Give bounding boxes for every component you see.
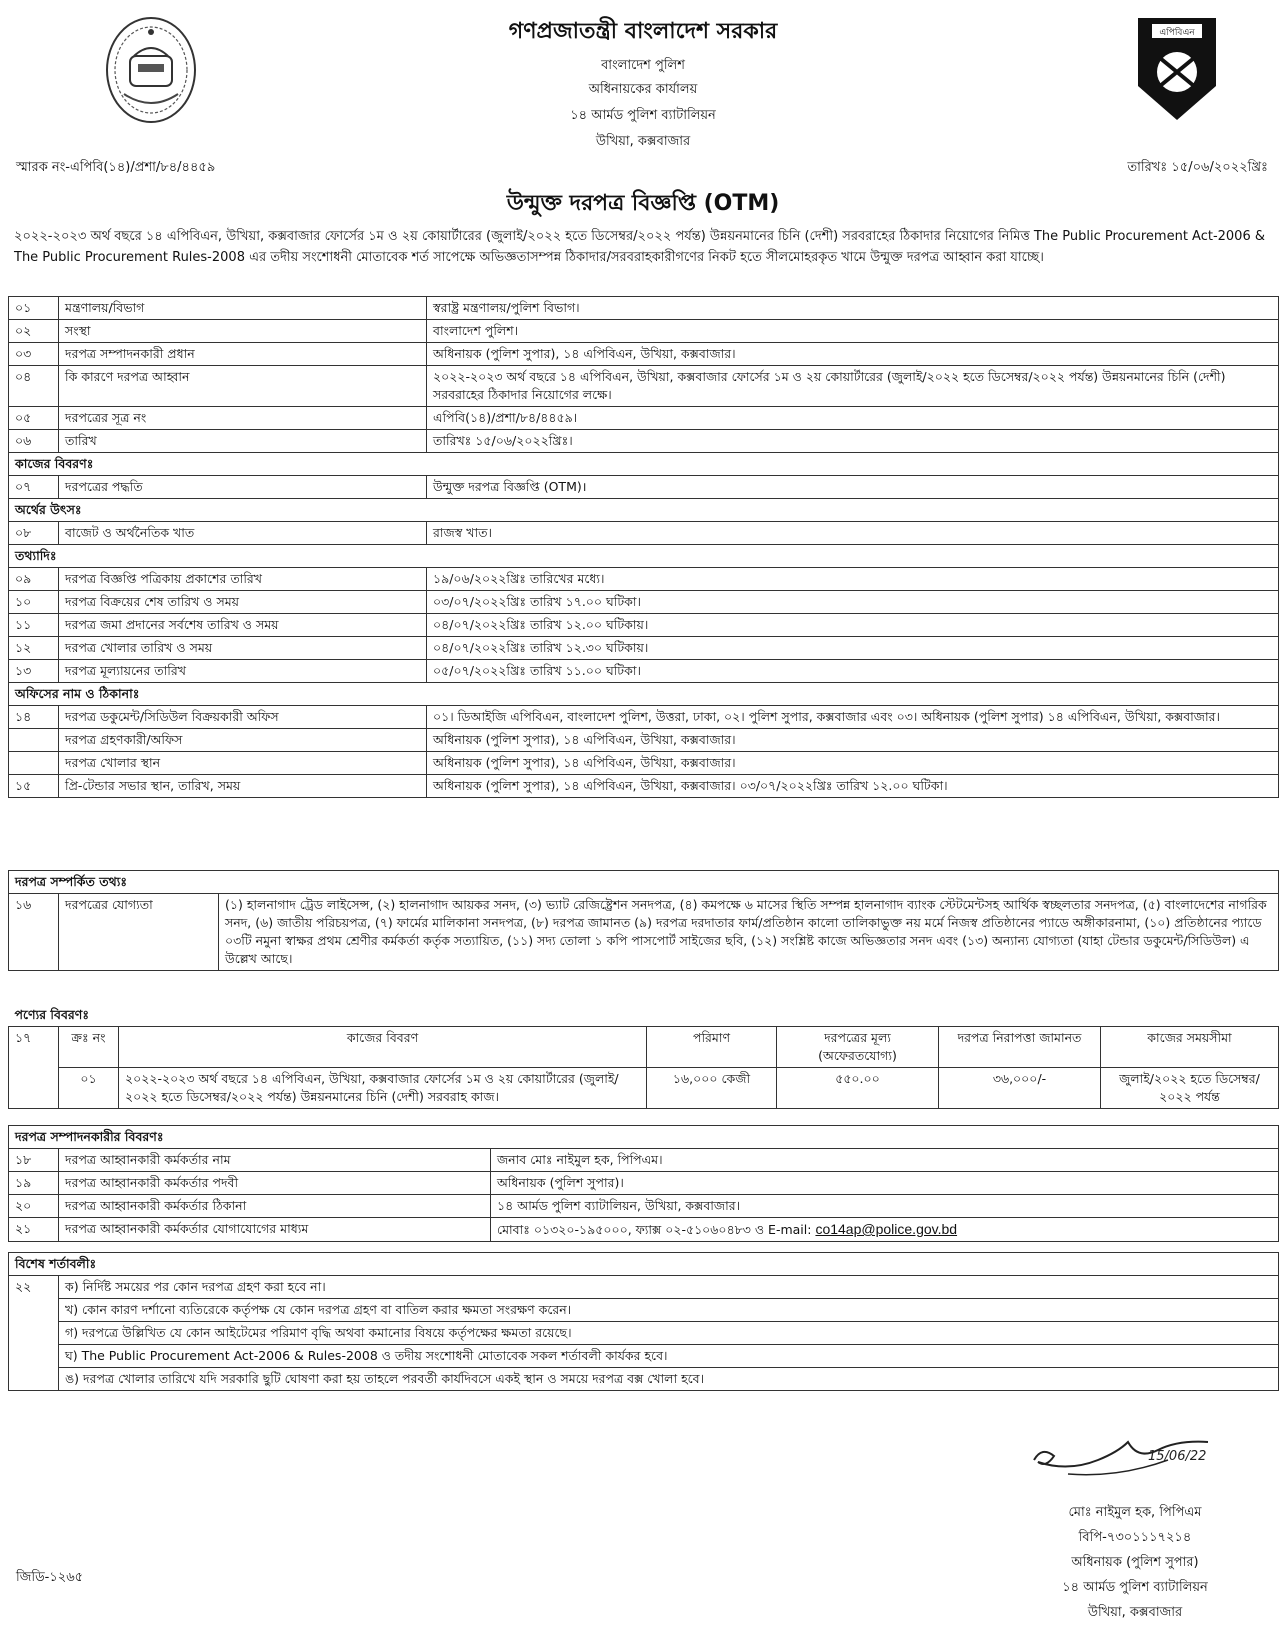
row-label: দরপত্র বিজ্ঞপ্তি পত্রিকায় প্রকাশের তারিখ xyxy=(59,568,427,591)
row-number: ২১ xyxy=(9,1218,59,1242)
row-label: দরপত্র জমা প্রদানের সর্বশেষ তারিখ ও সময় xyxy=(59,614,427,637)
intro-paragraph: ২০২২-২০২৩ অর্থ বছরে ১৪ এপিবিএন, উখিয়া, কক্সবাজার ফোর্সের ১ম ও ২য় কোয়ার্টারের (জুলাই/২০২২ হতে ডিসেম্বর/২০২২ পর্যন্ত) উন্নয়নমানের চিনি (দেশী) সরবরাহের ঠিকাদার নিয়োগের নিমিত্ত The Public Procurement Act-2006 & The Public Procurement Rules-2008 এর তদীয় সংশোধনী মোতাবেক শর্ত সাপেক্ষে অভিজ্ঞতাসম্পন্ন ঠিকাদার/সরবরাহকারীগণের নিকট হতে সীলমোহরকৃত খামে উন্মুক্ত দরপত্র আহ্বান করা যাচ্ছে। xyxy=(14,229,1265,265)
row-value: রাজস্ব খাত। xyxy=(427,522,1279,545)
section-title-officer: দরপত্র সম্পাদনকারীর বিবরণঃ xyxy=(9,1126,1279,1149)
terms-table xyxy=(8,1252,1279,1391)
table-row xyxy=(9,637,1279,660)
row-label: দরপত্র আহ্বানকারী কর্মকর্তার যোগাযোগের মাধ্যম xyxy=(59,1218,491,1242)
row-label: দরপত্র আহ্বানকারী কর্মকর্তার ঠিকানা xyxy=(59,1195,491,1218)
location-line: উখিয়া, কক্সবাজার xyxy=(595,134,691,149)
table-row xyxy=(9,1322,1279,1345)
table-row xyxy=(9,1368,1279,1391)
col-header: কাজের বিবরণ xyxy=(119,1027,647,1068)
row-number: ১৯ xyxy=(9,1172,59,1195)
row-number-empty xyxy=(9,729,59,752)
row-number: ১০ xyxy=(9,591,59,614)
row-value: তারিখঃ ১৫/০৬/২০২২খ্রিঃ। xyxy=(427,430,1279,453)
goods-data-row xyxy=(9,1068,1279,1109)
row-value: বাংলাদেশ পুলিশ। xyxy=(427,320,1279,343)
row-label: বাজেট ও অর্থনৈতিক খাত xyxy=(59,522,427,545)
row-value: অধিনায়ক (পুলিশ সুপার), ১৪ এপিবিএন, উখিয়া, কক্সবাজার। xyxy=(427,752,1279,775)
row-value: জনাব মোঃ নাইমুল হক, পিপিএম। xyxy=(491,1149,1279,1172)
goods-sl: ০১ xyxy=(59,1068,119,1109)
signatory-name: মোঃ নাইমুল হক, পিপিএম xyxy=(1068,1505,1202,1520)
section-header-row xyxy=(9,871,1279,894)
goods-price: ৫৫০.০০ xyxy=(777,1068,939,1109)
signatory-place: উখিয়া, কক্সবাজার xyxy=(1087,1605,1183,1620)
col-header: ক্রঃ নং xyxy=(59,1027,119,1068)
col-header: দরপত্রের মূল্য (অফেরতযোগ্য) xyxy=(777,1027,939,1068)
table-row xyxy=(9,1299,1279,1322)
row-number: ০৫ xyxy=(9,407,59,430)
goods-time: জুলাই/২০২২ হতে ডিসেম্বর/২০২২ পর্যন্ত xyxy=(1101,1068,1279,1109)
table-row xyxy=(9,706,1279,729)
govt-title: গণপ্রজাতন্ত্রী বাংলাদেশ সরকার xyxy=(508,19,778,44)
row-number: ১১ xyxy=(9,614,59,637)
row-value: স্বরাষ্ট্র মন্ত্রণালয়/পুলিশ বিভাগ। xyxy=(427,297,1279,320)
term-item: ঙ) দরপত্র খোলার তারিখে যদি সরকারি ছুটি ঘোষণা করা হয় তাহলে পরবর্তী কার্যদিবসে একই স্থান ও সময়ে দরপত্র বক্স খোলা হবে। xyxy=(59,1368,1279,1391)
table-row xyxy=(9,591,1279,614)
row-value: ০৫/০৭/২০২২খ্রিঃ তারিখ ১১.০০ ঘটিকা। xyxy=(427,660,1279,683)
section-title-goods: পণ্যের বিবরণঃ xyxy=(9,1006,1279,1027)
signatory-bp: বিপি-৭৩০১১১৭২১৪ xyxy=(1078,1530,1192,1545)
row-label: দরপত্র মূল্যায়নের তারিখ xyxy=(59,660,427,683)
table-row xyxy=(9,1218,1279,1242)
row-value: ১৯/০৬/২০২২খ্রিঃ তারিখের মধ্যে। xyxy=(427,568,1279,591)
table-row xyxy=(9,297,1279,320)
row-value: ০৩/০৭/২০২২খ্রিঃ তারিখ ১৭.০০ ঘটিকা। xyxy=(427,591,1279,614)
row-value xyxy=(491,1218,1279,1242)
officer-table xyxy=(8,1125,1279,1242)
col-header: কাজের সময়সীমা xyxy=(1101,1027,1279,1068)
section-header-row xyxy=(9,545,1279,568)
table-row xyxy=(9,1345,1279,1368)
row-label: দরপত্রের সূত্র নং xyxy=(59,407,427,430)
row-number: ২২ xyxy=(9,1276,59,1391)
row-label: কি কারণে দরপত্র আহ্বান xyxy=(59,366,427,407)
table-row xyxy=(9,1195,1279,1218)
row-label: প্রি-টেন্ডার সভার স্থান, তারিখ, সময় xyxy=(59,775,427,798)
table-row xyxy=(9,660,1279,683)
row-label: দরপত্র সম্পাদনকারী প্রধান xyxy=(59,343,427,366)
goods-desc: ২০২২-২০২৩ অর্থ বছরে ১৪ এপিবিএন, উখিয়া, কক্সবাজার ফোর্সের ১ম ও ২য় কোয়ার্টারের (জুলাই/২০২২ হতে ডিসেম্বর/২০২২ পর্যন্ত) উন্নয়নমানের চিনি (দেশী) সরবরাহ কাজ। xyxy=(119,1068,647,1109)
table-row xyxy=(9,522,1279,545)
section-header-row xyxy=(9,453,1279,476)
signature-icon xyxy=(1028,1420,1228,1490)
row-number: ০৩ xyxy=(9,343,59,366)
row-label: দরপত্র বিক্রয়ের শেষ তারিখ ও সময় xyxy=(59,591,427,614)
table-row xyxy=(9,407,1279,430)
section-title-office: অফিসের নাম ও ঠিকানাঃ xyxy=(9,683,1279,706)
row-number: ১৫ xyxy=(9,775,59,798)
info-table xyxy=(8,296,1279,798)
table-row xyxy=(9,476,1279,499)
table-row xyxy=(9,614,1279,637)
row-value: ২০২২-২০২৩ অর্থ বছরে ১৪ এপিবিএন, উখিয়া, কক্সবাজার ফোর্সের ১ম ও ২য় কোয়ার্টারের (জুলাই/২০২২ হতে ডিসেম্বর/২০২২ পর্যন্ত) উন্নয়নমানের চিনি (দেশী) সরবরাহের ঠিকাদার নিয়োগের লক্ষে। xyxy=(427,366,1279,407)
email-link[interactable]: co14ap@police.gov.bd xyxy=(815,1221,958,1237)
table-row xyxy=(9,366,1279,407)
org-line: বাংলাদেশ পুলিশ xyxy=(601,58,685,73)
goods-security: ৩৬,০০০/- xyxy=(939,1068,1101,1109)
row-label: দরপত্র খোলার তারিখ ও সময় xyxy=(59,637,427,660)
row-number: ১৬ xyxy=(9,894,59,971)
table-row xyxy=(9,1276,1279,1299)
goods-qty: ১৬,০০০ কেজী xyxy=(647,1068,777,1109)
row-number: ১৮ xyxy=(9,1149,59,1172)
badge-label: এপিবিএন xyxy=(1159,28,1195,38)
row-number: ১৭ xyxy=(9,1027,59,1109)
row-value: অধিনায়ক (পুলিশ সুপার), ১৪ এপিবিএন, উখিয়া, কক্সবাজার। xyxy=(427,729,1279,752)
row-label: দরপত্র আহ্বানকারী কর্মকর্তার পদবী xyxy=(59,1172,491,1195)
row-label: সংস্থা xyxy=(59,320,427,343)
row-number: ০৪ xyxy=(9,366,59,407)
row-value: অধিনায়ক (পুলিশ সুপার), ১৪ এপিবিএন, উখিয়া, কক্সবাজার। xyxy=(427,343,1279,366)
row-label: দরপত্র গ্রহণকারী/অফিস xyxy=(59,729,427,752)
row-value: এপিবি(১৪)/প্রশা/৮৪/৪৪৫৯। xyxy=(427,407,1279,430)
row-label: তারিখ xyxy=(59,430,427,453)
memo-number: স্মারক নং-এপিবি(১৪)/প্রশা/৮৪/৪৪৫৯ xyxy=(16,160,216,175)
bangladesh-police-emblem-icon xyxy=(104,14,198,126)
section-title-work: কাজের বিবরণঃ xyxy=(9,453,1279,476)
table-row xyxy=(9,775,1279,798)
section-header-row xyxy=(9,1006,1279,1027)
row-value: উন্মুক্ত দরপত্র বিজ্ঞপ্তি (OTM)। xyxy=(427,476,1279,499)
table-row xyxy=(9,568,1279,591)
section-title-info: তথ্যাদিঃ xyxy=(9,545,1279,568)
row-number: ০২ xyxy=(9,320,59,343)
row-number: ০৮ xyxy=(9,522,59,545)
table-row xyxy=(9,430,1279,453)
goods-header-row xyxy=(9,1027,1279,1068)
goods-table xyxy=(8,1006,1279,1109)
row-value: অধিনায়ক (পুলিশ সুপার), ১৪ এপিবিএন, উখিয়া, কক্সবাজার। ০৩/০৭/২০২২খ্রিঃ তারিখ ১২.০০ ঘটিকা। xyxy=(427,775,1279,798)
row-number: ০৬ xyxy=(9,430,59,453)
row-value: ১৪ আর্মড পুলিশ ব্যাটালিয়ন, উখিয়া, কক্সবাজার। xyxy=(491,1195,1279,1218)
section-header-row xyxy=(9,683,1279,706)
signature-date: 15/06/22 xyxy=(1148,1449,1207,1464)
signature-block xyxy=(1020,1500,1250,1625)
signatory-unit: ১৪ আর্মড পুলিশ ব্যাটালিয়ন xyxy=(1062,1580,1208,1595)
row-value: ০৪/০৭/২০২২খ্রিঃ তারিখ ১২.০০ ঘটিকায়। xyxy=(427,614,1279,637)
row-number: ০৯ xyxy=(9,568,59,591)
notice-date: তারিখঃ ১৫/০৬/২০২২খ্রিঃ xyxy=(1127,160,1268,175)
section-title-tender: দরপত্র সম্পর্কিত তথ্যঃ xyxy=(9,871,1279,894)
row-value: ০১। ডিআইজি এপিবিএন, বাংলাদেশ পুলিশ, উত্তরা, ঢাকা, ০২। পুলিশ সুপার, কক্সবাজার এবং ০৩। অধিনায়ক (পুলিশ সুপার) ১৪ এপিবিএন, উখিয়া, কক্সবাজার। xyxy=(427,706,1279,729)
col-header: দরপত্র নিরাপত্তা জামানত xyxy=(939,1027,1101,1068)
row-number: ০১ xyxy=(9,297,59,320)
row-label: দরপত্রের পদ্ধতি xyxy=(59,476,427,499)
row-value: (১) হালনাগাদ ট্রেড লাইসেন্স, (২) হালনাগাদ আয়কর সনদ, (৩) ভ্যাট রেজিষ্ট্রেশন সনদপত্র, (৪) কমপক্ষে ৬ মাসের স্থিতি সম্পন্ন হালনাগাদ ব্যাংক স্টেটমেন্টসহ আর্থিক স্বচ্ছলতার সনদপত্র, (৫) বাংলাদেশের নাগরিক সনদ, (৬) জাতীয় পরিচয়পত্র, (৭) ফার্মের মালিকানা সনদপত্র, (৮) দরপত্র জামানত (৯) দরপত্র দরদাতার ফার্ম/প্রতিষ্ঠান কালো তালিকাভুক্ত নয় মর্মে নিজস্ব প্রতিষ্ঠানের প্যাডে অঙ্গীকারনামা, (১০) প্রতিষ্ঠানের প্যাডে ০৩টি নমুনা স্বাক্ষর প্রথম শ্রেণীর কর্মকর্তা কর্তৃক সত্যায়িত, (১১) সদ্য তোলা ১ কপি পাসপোর্ট সাইজের ছবি, (১২) সংশ্লিষ্ট কাজে অভিজ্ঞতার সনদ এবং (১৩) অন্যান্য যোগ্যতা (যাহা টেন্ডার ডকুমেন্ট/সিডিউল) এ উল্লেখ আছে। xyxy=(219,894,1279,971)
row-label: দরপত্র ডকুমেন্ট/সিডিউল বিক্রয়কারী অফিস xyxy=(59,706,427,729)
apbn-badge-icon xyxy=(1134,14,1220,122)
section-title-fund: অর্থের উৎসঃ xyxy=(9,499,1279,522)
table-row xyxy=(9,729,1279,752)
term-item: ঘ) The Public Procurement Act-2006 & Rules-2008 ও তদীয় সংশোধনী মোতাবেক সকল শর্তাবলী কার্যকর হবে। xyxy=(59,1345,1279,1368)
row-number: ২০ xyxy=(9,1195,59,1218)
term-item: গ) দরপত্রে উল্লিখিত যে কোন আইটেমের পরিমাণ বৃদ্ধি অথবা কমানোর বিষয়ে কর্তৃপক্ষের ক্ষমতা রয়েছে। xyxy=(59,1322,1279,1345)
row-number: ০৭ xyxy=(9,476,59,499)
row-label: মন্ত্রণালয়/বিভাগ xyxy=(59,297,427,320)
term-item: খ) কোন কারণ দর্শানো ব্যতিরেকে কর্তৃপক্ষ যে কোন দরপত্র গ্রহণ বা বাতিল করার ক্ষমতা সংরক্ষণ করেন। xyxy=(59,1299,1279,1322)
table-row xyxy=(9,343,1279,366)
signatory-designation: অধিনায়ক (পুলিশ সুপার) xyxy=(1071,1555,1199,1570)
row-number-empty xyxy=(9,752,59,775)
table-row xyxy=(9,1172,1279,1195)
section-header-row xyxy=(9,1126,1279,1149)
row-number: ১২ xyxy=(9,637,59,660)
table-row xyxy=(9,1149,1279,1172)
battalion-line: ১৪ আর্মড পুলিশ ব্যাটালিয়ন xyxy=(570,108,716,123)
row-value: ০৪/০৭/২০২২খ্রিঃ তারিখ ১২.৩০ ঘটিকায়। xyxy=(427,637,1279,660)
row-label: দরপত্র আহ্বানকারী কর্মকর্তার নাম xyxy=(59,1149,491,1172)
office-line: অধিনায়কের কার্যালয় xyxy=(588,82,698,97)
table-row xyxy=(9,752,1279,775)
section-header-row xyxy=(9,1253,1279,1276)
table-row xyxy=(9,320,1279,343)
row-label: দরপত্রের যোগ্যতা xyxy=(59,894,219,971)
section-header-row xyxy=(9,499,1279,522)
contact-text: মোবাঃ ০১৩২০-১৯৫০০০, ফ্যাক্স ০২-৫১০৬০৪৮৩ ও E-mail: xyxy=(497,1222,812,1237)
row-label: দরপত্র খোলার স্থান xyxy=(59,752,427,775)
table-row xyxy=(9,894,1279,971)
gd-code: জিডি-১২৬৫ xyxy=(16,1570,84,1585)
term-item: ক) নির্দিষ্ট সময়ের পর কোন দরপত্র গ্রহণ করা হবে না। xyxy=(59,1276,1279,1299)
row-number: ১৩ xyxy=(9,660,59,683)
notice-title: উন্মুক্ত দরপত্র বিজ্ঞপ্তি (OTM) xyxy=(506,191,780,216)
row-value: অধিনায়ক (পুলিশ সুপার)। xyxy=(491,1172,1279,1195)
row-number: ১৪ xyxy=(9,706,59,729)
eligibility-table xyxy=(8,870,1279,971)
col-header: পরিমাণ xyxy=(647,1027,777,1068)
section-title-terms: বিশেষ শর্তাবলীঃ xyxy=(9,1253,1279,1276)
